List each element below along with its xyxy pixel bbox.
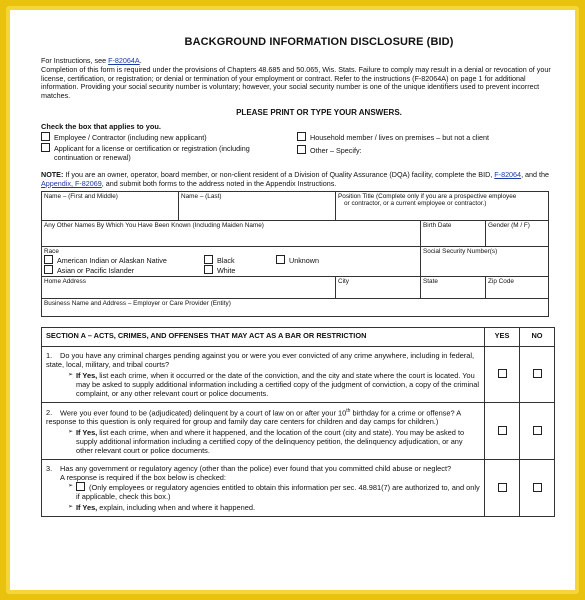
question-3-agency-checkbox[interactable]: [76, 482, 85, 491]
home-address-label: Home Address: [44, 277, 86, 285]
question-3-subtext: A response is required if the box below is checked:: [60, 473, 226, 483]
employee-checkbox[interactable]: [41, 132, 50, 141]
question-1-number: 1.: [46, 350, 53, 360]
position-field[interactable]: [336, 191, 549, 220]
question-2-superscript: th: [346, 407, 351, 414]
question-2-yes[interactable]: [485, 402, 520, 459]
question-3-row: [42, 460, 555, 517]
bullet-icon: ➢: [68, 483, 74, 490]
intro-block: [41, 57, 557, 101]
option-other[interactable]: [297, 145, 362, 155]
note-label: NOTE:: [41, 169, 64, 179]
question-3-if-yes: If Yes,: [76, 503, 98, 513]
bullet-icon: ➢: [68, 429, 74, 436]
first-name-label: Name – (First and Middle): [44, 192, 118, 200]
no-column-header: NO: [520, 327, 555, 346]
print-notice: PLEASE PRINT OR TYPE YOUR ANSWERS.: [236, 107, 402, 117]
last-name-label: Name – (Last): [181, 192, 222, 200]
question-1-text: Do you have any criminal charges pending against you or were you ever convicted of any crime anywhere, including in federal, state, local, military, and tribal courts?: [46, 350, 475, 369]
option-applicant[interactable]: [41, 143, 250, 162]
home-address-field[interactable]: [42, 276, 336, 298]
question-1-no[interactable]: [520, 346, 555, 402]
form-title: BACKGROUND INFORMATION DISCLOSURE (BID): [184, 36, 454, 48]
question-2: [42, 402, 485, 459]
note-appendix-link[interactable]: Appendix, F-82069: [41, 178, 102, 188]
black-checkbox[interactable]: [204, 255, 213, 264]
note-text-1: If you are an owner, operator, board member, or non-client resident of a Division of Quality Assurance (DQA) facility, complete the BID,: [63, 169, 495, 179]
black-label: Black: [217, 255, 235, 265]
city-field[interactable]: [336, 276, 421, 298]
other-label: Other – Specify:: [310, 145, 362, 155]
business-field[interactable]: [42, 298, 549, 316]
position-label: Position Title (Complete only if you are a prospective employee: [338, 192, 517, 200]
question-3: [42, 460, 485, 517]
race-options: [44, 255, 418, 275]
question-3-if-yes-text: explain, including when and where it happened.: [97, 503, 256, 513]
check-title: Check the box that applies to you.: [41, 121, 161, 131]
question-1-if-yes-text: list each crime, when it occurred or the date of the conviction, and the city and state where the court is located. You may be asked to supply additional information including a certified copy of the judgment of conviction, a copy of the criminal complaint, or any other relevant court or police documents.: [76, 370, 480, 398]
question-3-yes-checkbox[interactable]: [498, 483, 507, 492]
ssn-label: Social Security Number(s): [423, 247, 498, 255]
unknown-checkbox[interactable]: [276, 255, 285, 264]
option-employee[interactable]: [41, 132, 207, 142]
question-1-row: [42, 346, 555, 402]
business-label: Business Name and Address – Employer or Care Provider (Entity): [44, 299, 231, 307]
race-black[interactable]: [204, 255, 235, 265]
question-2-yes-checkbox[interactable]: [498, 426, 507, 435]
option-row-2: [41, 143, 557, 163]
question-3-yes[interactable]: [485, 460, 520, 517]
question-3-number: 3.: [46, 464, 53, 474]
zip-field[interactable]: [486, 276, 549, 298]
question-2-if-yes-text: list each crime, when and where it happened, and the location of the court (city and state). You may be asked to supply additional information including a certified copy of the delinquency petition, the delinquency adjudication, or any other relevant court or police documents.: [76, 428, 465, 456]
birth-date-label: Birth Date: [423, 221, 452, 229]
race-unknown[interactable]: [276, 255, 319, 265]
question-3-no[interactable]: [520, 460, 555, 517]
gender-field[interactable]: [486, 220, 549, 246]
race-asian[interactable]: [44, 265, 134, 275]
intro-text: Completion of this form is required under the provisions of Chapters 48.685 and 50.065, Wis. Stats. Failure to comply may result in a denial or revocation of your license, certification, or registration; or denial or termination of your employment or contract. Refer to the instructions (F-82064A) on page 1 for additional information. Providing your social security number is voluntary; however, your social security number is one of the unique identifiers used to prevent incorrect matches.: [41, 64, 551, 101]
asian-label: Asian or Pacific Islander: [57, 265, 135, 275]
unknown-label: Unknown: [289, 255, 319, 265]
other-checkbox[interactable]: [297, 145, 306, 154]
question-2-text: Were you ever found to be (adjudicated) delinquent by a court of law on or after your 10: [60, 408, 347, 418]
personal-info-grid: [41, 191, 549, 317]
white-label: White: [217, 265, 236, 275]
question-2-text-2: birthday for a crime or offense? A response to this question is only required for group and family day care centers for children and day camps for children.): [46, 408, 461, 427]
option-row-1: [41, 132, 557, 143]
position-label-2: or contractor, or a current employee or contractor.): [344, 199, 487, 207]
bullet-icon: ➢: [68, 371, 74, 378]
note-text-2: , and the: [521, 169, 550, 179]
applicant-checkbox[interactable]: [41, 143, 50, 152]
white-checkbox[interactable]: [204, 265, 213, 274]
yes-column-header: YES: [485, 327, 520, 346]
question-1-yes[interactable]: [485, 346, 520, 402]
asian-checkbox[interactable]: [44, 265, 53, 274]
instructions-suffix: .: [139, 56, 142, 65]
race-label: Race: [44, 247, 59, 255]
question-2-number: 2.: [46, 408, 53, 418]
instructions-link[interactable]: F-82064A: [108, 56, 140, 65]
last-name-field[interactable]: [179, 191, 336, 220]
applicant-label-2: continuation or renewal): [54, 152, 131, 162]
state-label: State: [423, 277, 438, 285]
employee-label: Employee / Contractor (including new applicant): [54, 132, 207, 142]
state-field[interactable]: [421, 276, 486, 298]
race-field: [42, 246, 421, 276]
question-1: [42, 346, 485, 402]
race-white[interactable]: [204, 265, 235, 275]
note-block: [41, 171, 557, 189]
form-page: [10, 10, 575, 590]
other-names-field[interactable]: [42, 220, 421, 246]
household-checkbox[interactable]: [297, 132, 306, 141]
household-label: Household member / lives on premises – but not a client: [310, 132, 489, 142]
bullet-icon: ➢: [68, 504, 74, 511]
section-a-table: [41, 327, 555, 517]
question-2-row: [42, 402, 555, 459]
instructions-prefix: For Instructions, see: [41, 56, 109, 65]
question-3-no-checkbox[interactable]: [533, 483, 542, 492]
question-2-if-yes: If Yes,: [76, 428, 98, 438]
gender-label: Gender (M / F): [488, 221, 530, 229]
race-american-indian[interactable]: [44, 255, 167, 265]
american-indian-checkbox[interactable]: [44, 255, 53, 264]
city-label: City: [338, 277, 350, 285]
other-names-label: Any Other Names By Which You Have Been Known (Including Maiden Name): [44, 221, 264, 229]
option-household[interactable]: [297, 132, 489, 142]
first-name-field[interactable]: [42, 191, 179, 220]
question-2-no[interactable]: [520, 402, 555, 459]
note-text-3: , and submit both forms to the address noted in the Appendix Instructions.: [101, 178, 337, 188]
note-form-link[interactable]: F-82064: [494, 169, 522, 179]
applicant-label: Applicant for a license or certification or registration (including: [54, 143, 250, 153]
american-indian-label: American Indian or Alaskan Native: [57, 255, 167, 265]
question-2-no-checkbox[interactable]: [533, 426, 542, 435]
question-3-text: Has any government or regulatory agency (other than the police) ever found that you committed child abuse or neglect?: [60, 464, 452, 474]
question-1-no-checkbox[interactable]: [533, 369, 542, 378]
zip-label: Zip Code: [488, 277, 514, 285]
birth-date-field[interactable]: [421, 220, 486, 246]
ssn-field[interactable]: [421, 246, 549, 276]
question-3-checkbox-text: (Only employees or regulatory agencies entitled to obtain this information per sec. 48.981(7) are authorized to, and only if applicable, check this box.): [76, 483, 480, 502]
section-a-heading: SECTION A – ACTS, CRIMES, AND OFFENSES THAT MAY ACT AS A BAR OR RESTRICTION: [42, 327, 485, 346]
question-1-if-yes: If Yes,: [76, 370, 98, 380]
question-1-yes-checkbox[interactable]: [498, 369, 507, 378]
